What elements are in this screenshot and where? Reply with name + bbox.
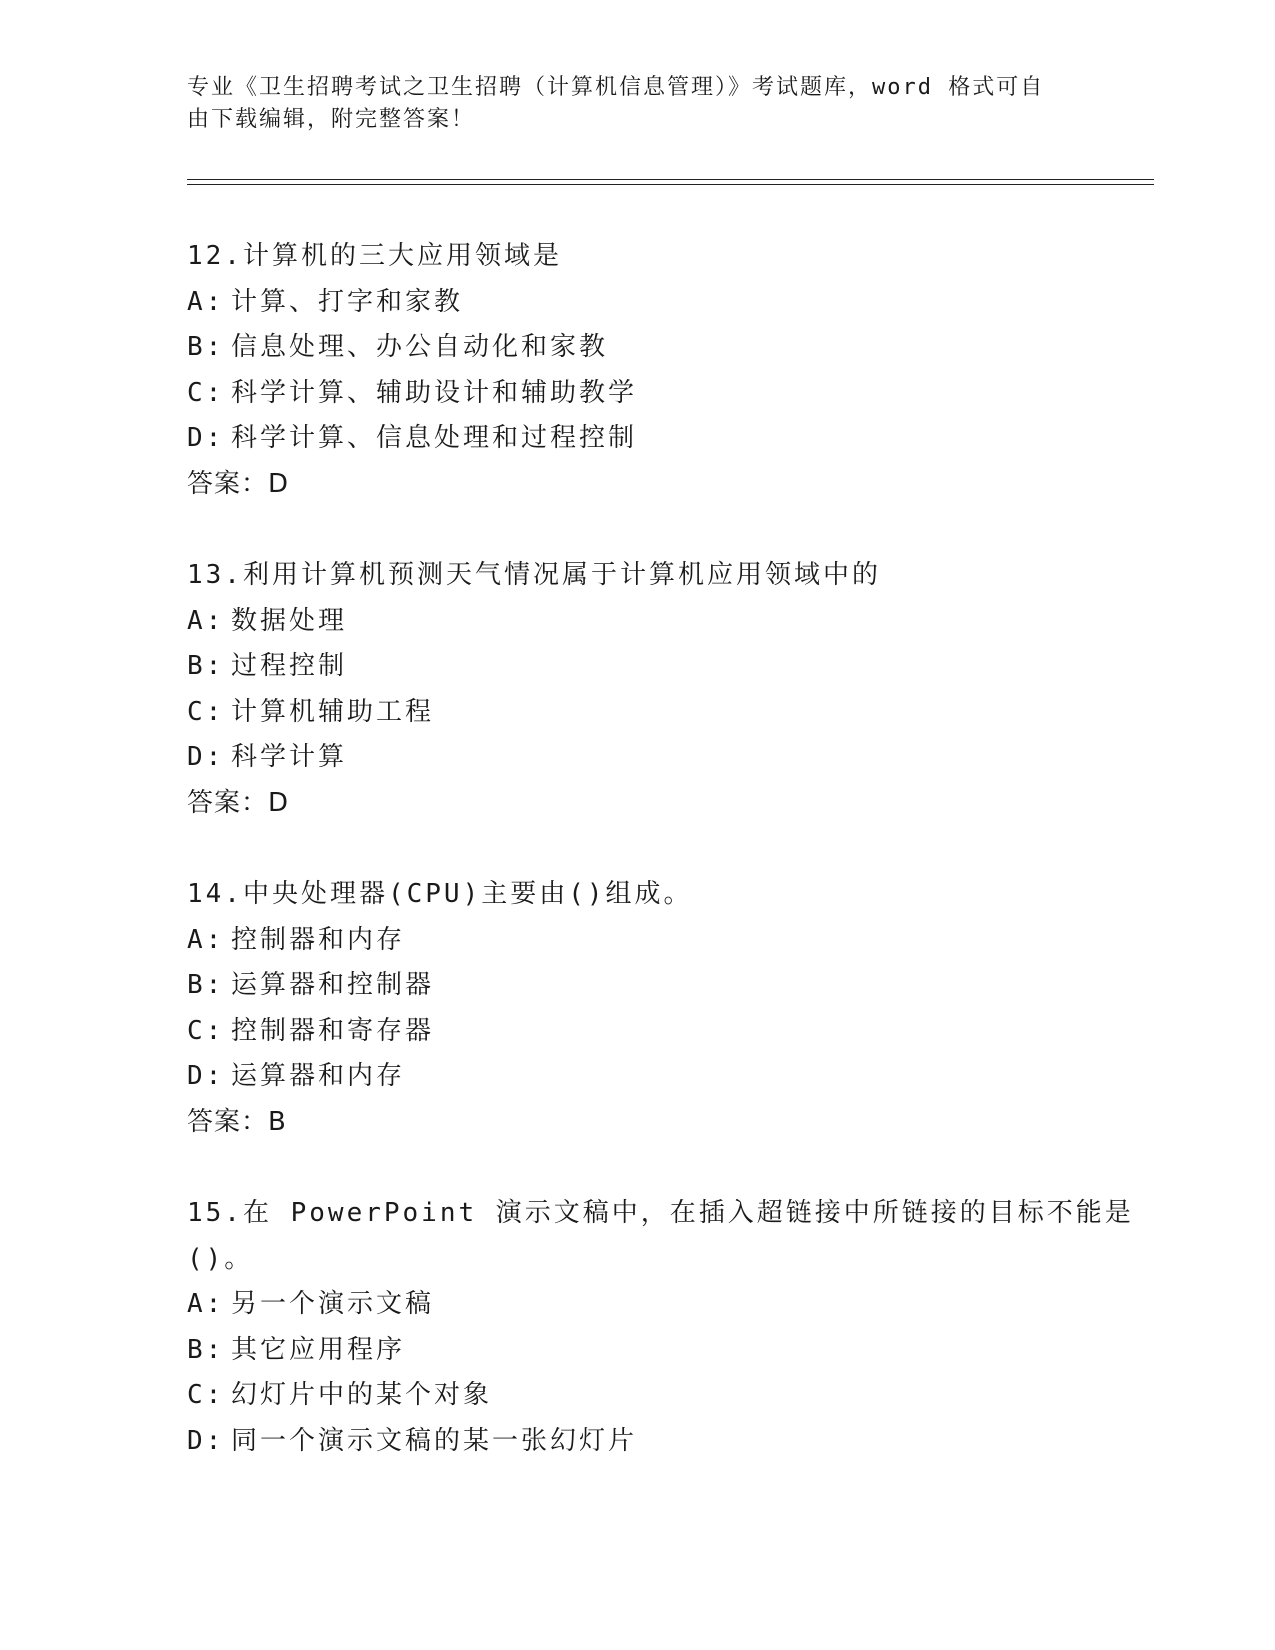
option-text: 科学计算、辅助设计和辅助教学: [231, 377, 638, 408]
option-text: 幻灯片中的某个对象: [231, 1380, 493, 1410]
header-divider-top: [187, 179, 1154, 180]
option-letter: B:: [187, 970, 225, 1000]
question-text: 12.计算机的三大应用领域是: [187, 241, 562, 271]
option-b: [187, 644, 1087, 690]
header-line-2: 由下载编辑，附完整答案！: [187, 107, 476, 132]
question-text: 14.中央处理器(CPU)主要由()组成。: [187, 879, 693, 909]
option-text: 控制器和内存: [231, 924, 406, 955]
option-b: [187, 963, 1087, 1009]
option-a: [187, 599, 1087, 645]
question-12: [187, 234, 1087, 507]
option-c: [187, 1373, 1087, 1419]
option-d: [187, 1054, 1087, 1100]
option-text: 计算机辅助工程: [231, 696, 435, 727]
option-text: 数据处理: [231, 605, 348, 636]
option-letter: A:: [187, 605, 225, 636]
option-letter: D:: [187, 742, 225, 772]
option-b: [187, 1328, 1087, 1374]
option-letter: D:: [187, 1425, 225, 1456]
option-text: 科学计算、信息处理和过程控制: [231, 423, 638, 453]
option-letter: B:: [187, 651, 225, 681]
option-text: 控制器和寄存器: [231, 1015, 435, 1046]
question-text: 13.利用计算机预测天气情况属于计算机应用领域中的: [187, 560, 881, 590]
question-14: [187, 872, 1087, 1145]
question-15: [187, 1191, 1134, 1464]
option-a: [187, 280, 1087, 326]
option-letter: A:: [187, 924, 225, 955]
header-divider-bottom: [187, 184, 1154, 185]
question-text: 15.在 PowerPoint 演示文稿中，在插入超链接中所链接的目标不能是: [187, 1198, 1134, 1228]
option-letter: A:: [187, 286, 225, 317]
option-d: [187, 735, 1087, 781]
option-letter: C:: [187, 1380, 225, 1410]
document-header: [187, 72, 1087, 136]
option-c: [187, 690, 1087, 736]
option-c: [187, 1009, 1087, 1055]
option-letter: B:: [187, 332, 225, 362]
option-text: 计算、打字和家教: [231, 286, 464, 317]
option-d: [187, 416, 1087, 462]
answer-text: 答案：B: [187, 1106, 287, 1137]
answer-text: 答案：D: [187, 468, 290, 499]
option-letter: A:: [187, 1289, 225, 1319]
option-letter: C:: [187, 1015, 225, 1046]
option-text: 过程控制: [231, 651, 348, 681]
option-text: 其它应用程序: [231, 1334, 406, 1365]
option-text: 科学计算: [231, 742, 348, 772]
option-letter: D:: [187, 1061, 225, 1091]
option-text: 运算器和内存: [231, 1061, 406, 1091]
question-13: [187, 553, 1087, 826]
option-text: 运算器和控制器: [231, 970, 435, 1000]
option-a: [187, 918, 1087, 964]
option-letter: C:: [187, 377, 225, 408]
option-a: [187, 1282, 1087, 1328]
option-letter: B:: [187, 1334, 225, 1365]
option-c: [187, 371, 1087, 417]
option-letter: C:: [187, 696, 225, 727]
option-text: 同一个演示文稿的某一张幻灯片: [231, 1425, 638, 1456]
option-d: [187, 1419, 1087, 1465]
option-text: 另一个演示文稿: [231, 1289, 435, 1319]
header-line-1: 专业《卫生招聘考试之卫生招聘（计算机信息管理）》考试题库，word 格式可自: [187, 75, 1045, 100]
answer-text: 答案：D: [187, 787, 290, 818]
question-text-continued: ()。: [187, 1243, 254, 1274]
option-letter: D:: [187, 423, 225, 453]
option-text: 信息处理、办公自动化和家教: [231, 332, 609, 362]
option-b: [187, 325, 1087, 371]
